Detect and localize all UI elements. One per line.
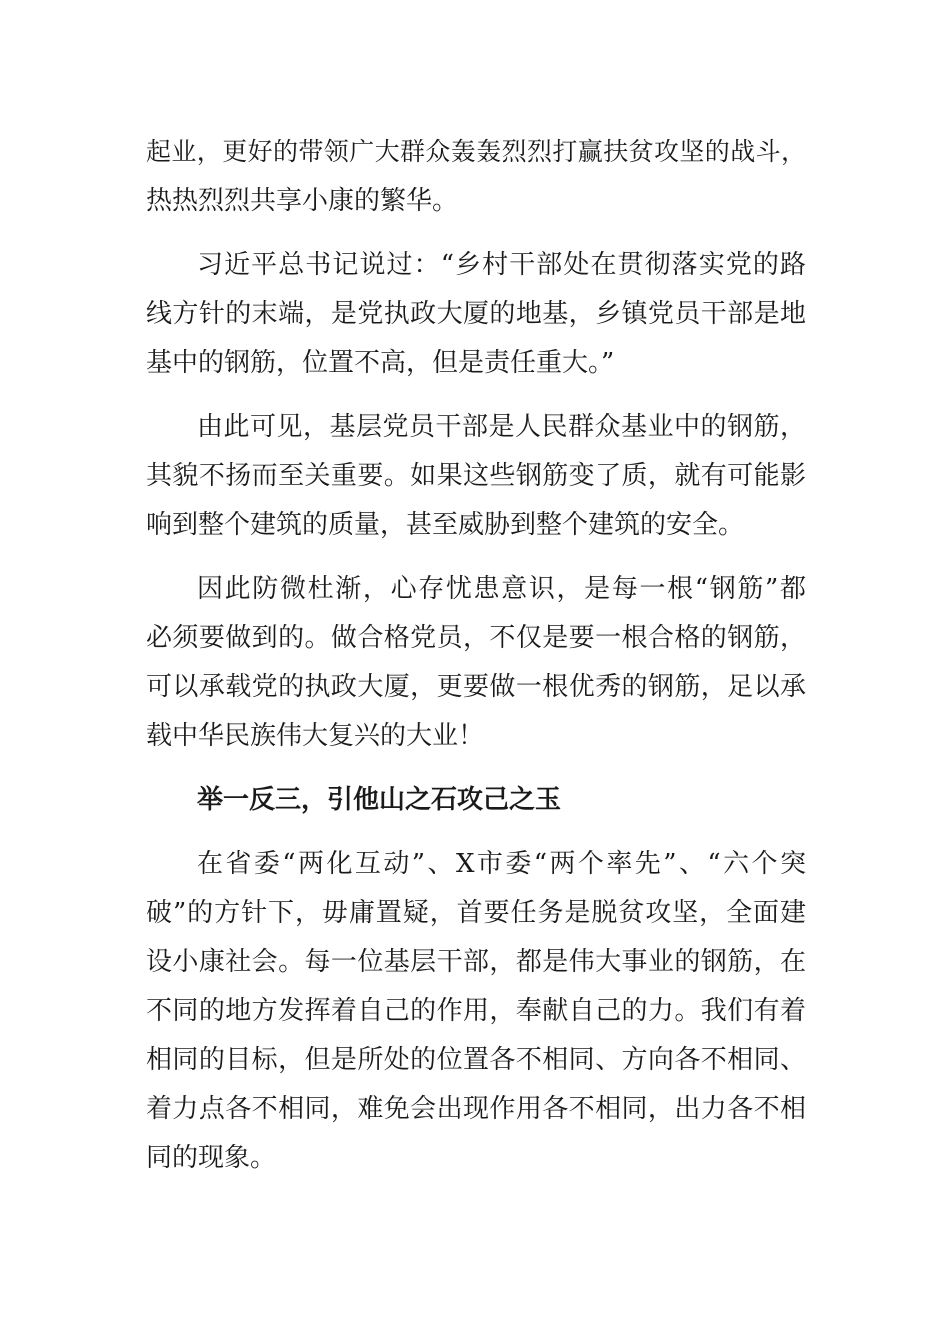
paragraph-line: 由此可见，基层党员干部是人民群众基业中的钢筋， xyxy=(197,412,806,442)
paragraph-line: 设小康社会。每一位基层干部，都是伟大事业的钢筋，在 xyxy=(146,947,806,977)
paragraph-line: 在省委“两化互动”、X市委“两个率先”、“六个突 xyxy=(197,849,806,879)
paragraph-line: 不同的地方发挥着自己的作用，奉献自己的力。我们有着 xyxy=(146,996,806,1026)
paragraph-line: 热热烈烈共享小康的繁华。 xyxy=(146,186,459,216)
paragraph-line: 响到整个建筑的质量，甚至威胁到整个建筑的安全。 xyxy=(146,510,745,540)
paragraph-line: 可以承载党的执政大厦，更要做一根优秀的钢筋，足以承 xyxy=(146,672,806,702)
paragraph-line: 同的现象。 xyxy=(146,1143,277,1173)
paragraph-line: 相同的目标，但是所处的位置各不相同、方向各不相同、 xyxy=(146,1045,806,1075)
paragraph-line: 线方针的末端，是党执政大厦的地基，乡镇党员干部是地 xyxy=(146,299,806,329)
section-heading: 举一反三，引他山之石攻己之玉 xyxy=(197,785,562,815)
paragraph-line: 着力点各不相同，难免会出现作用各不相同，出力各不相 xyxy=(146,1094,806,1124)
paragraph-line: 起业，更好的带领广大群众轰轰烈烈打赢扶贫攻坚的战斗， xyxy=(146,137,806,166)
paragraph-line: 必须要做到的。做合格党员，不仅是要一根合格的钢筋， xyxy=(146,623,806,653)
paragraph-line: 基中的钢筋，位置不高，但是责任重大。” xyxy=(146,348,615,378)
paragraph-line: 其貌不扬而至关重要。如果这些钢筋变了质，就有可能影 xyxy=(146,461,806,491)
paragraph-line: 因此防微杜渐，心存忧患意识，是每一根“钢筋”都 xyxy=(197,574,806,604)
paragraph-line: 习近平总书记说过：“乡村干部处在贯彻落实党的路 xyxy=(197,250,806,280)
paragraph-line: 破”的方针下，毋庸置疑，首要任务是脱贫攻坚，全面建 xyxy=(146,898,806,928)
paragraph-line: 载中华民族伟大复兴的大业！ xyxy=(146,721,485,751)
